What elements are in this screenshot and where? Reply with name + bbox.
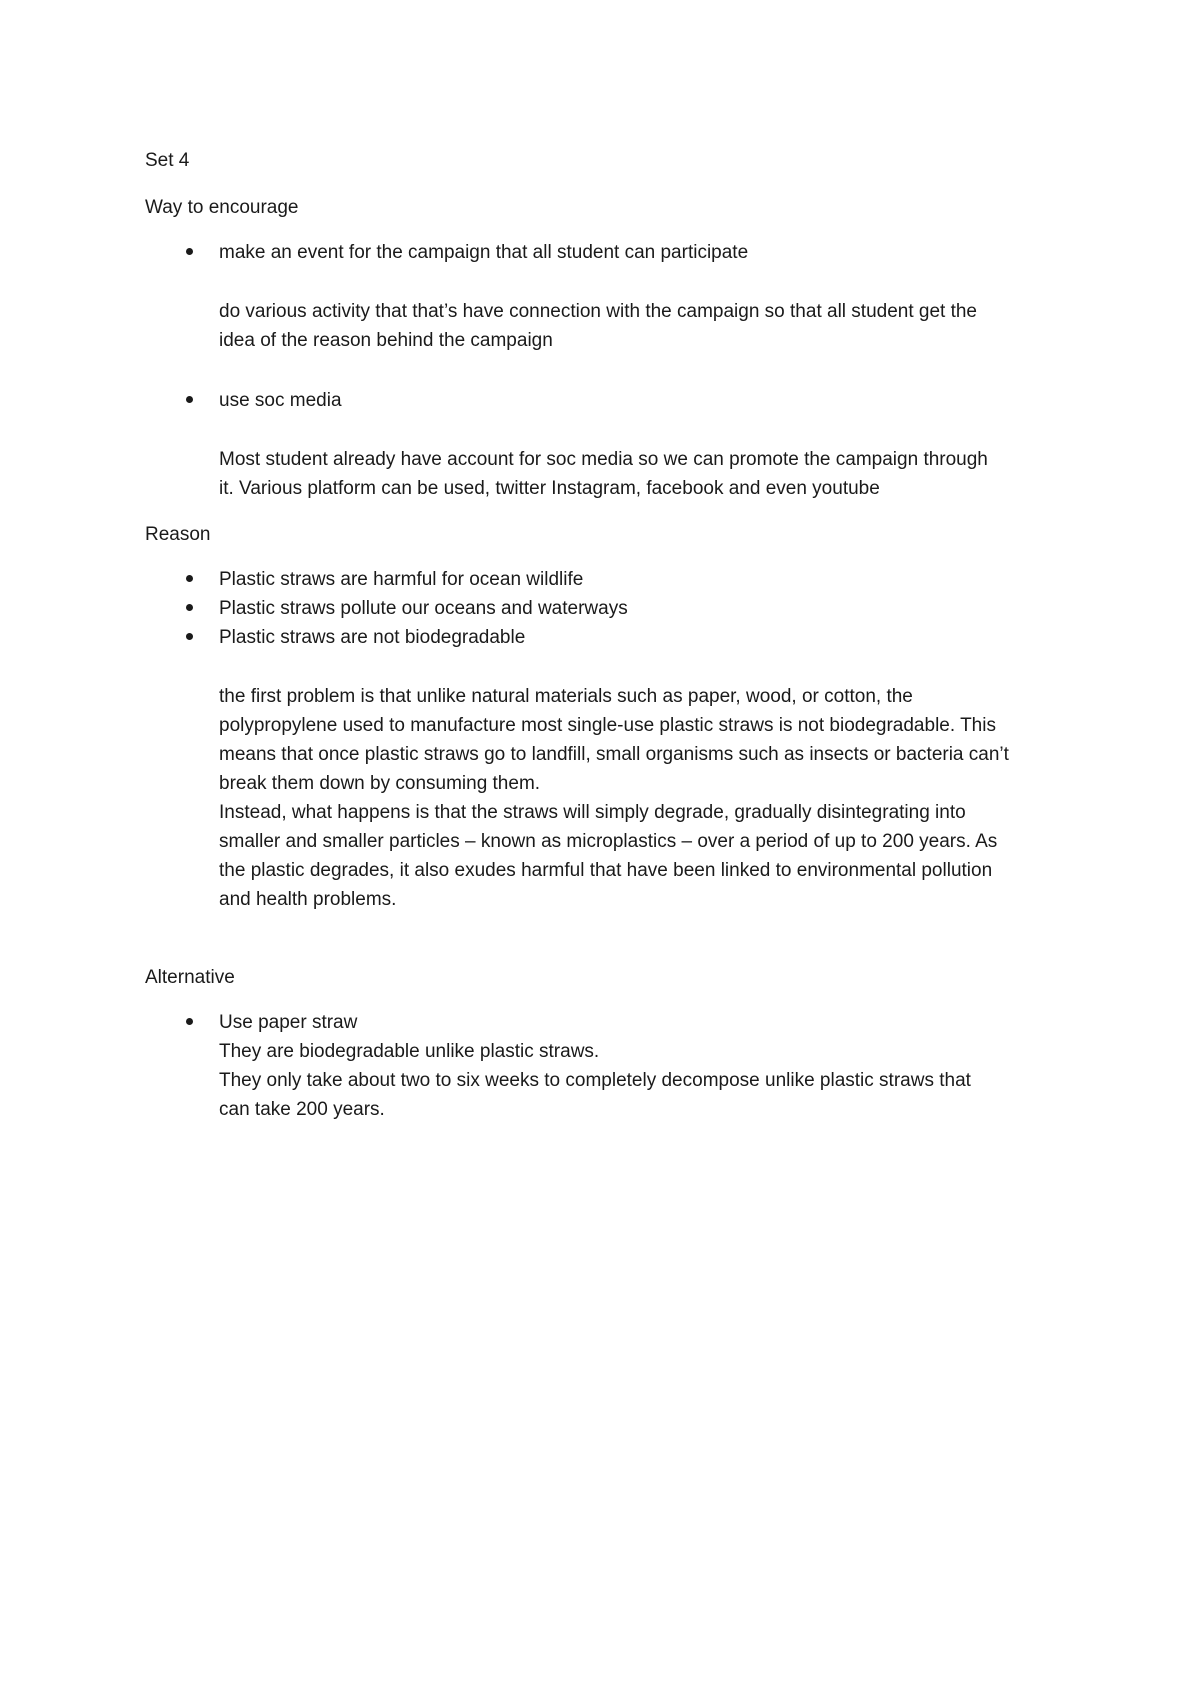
encourage-item-1-detail-line-1: do various activity that that’s have connection with the campaign so that all student get the bbox=[219, 301, 977, 322]
document-title: Set 4 bbox=[145, 150, 190, 171]
alternative-item-1-detail-line-1: They are biodegradable unlike plastic straws. bbox=[219, 1041, 600, 1062]
bullet-icon bbox=[186, 396, 193, 403]
encourage-item-2: use soc media bbox=[219, 390, 342, 411]
bullet-icon bbox=[186, 575, 193, 582]
section-heading-reason: Reason bbox=[145, 524, 211, 545]
reason-detail-line-2: polypropylene used to manufacture most single-use plastic straws is not biodegradable. This bbox=[219, 715, 996, 736]
encourage-item-2-detail-line-1: Most student already have account for soc media so we can promote the campaign through bbox=[219, 449, 988, 470]
encourage-item-1: make an event for the campaign that all student can participate bbox=[219, 242, 749, 263]
bullet-icon bbox=[186, 633, 193, 640]
bullet-icon bbox=[186, 1018, 193, 1025]
reason-item-3: Plastic straws are not biodegradable bbox=[219, 627, 526, 648]
reason-detail-line-6: smaller and smaller particles – known as microplastics – over a period of up to 200 years. As bbox=[219, 831, 998, 852]
reason-detail-line-1: the first problem is that unlike natural materials such as paper, wood, or cotton, the bbox=[219, 686, 913, 707]
bullet-icon bbox=[186, 604, 193, 611]
encourage-item-1-detail-line-2: idea of the reason behind the campaign bbox=[219, 330, 553, 351]
alternative-item-1-detail-line-2: They only take about two to six weeks to completely decompose unlike plastic straws that bbox=[219, 1070, 971, 1091]
reason-item-2: Plastic straws pollute our oceans and waterways bbox=[219, 598, 628, 619]
bullet-icon bbox=[186, 248, 193, 255]
reason-detail-line-3: means that once plastic straws go to landfill, small organisms such as insects or bacteria can’t bbox=[219, 744, 1009, 765]
reason-detail-line-5: Instead, what happens is that the straws will simply degrade, gradually disintegrating into bbox=[219, 802, 966, 823]
reason-detail-line-4: break them down by consuming them. bbox=[219, 773, 541, 794]
encourage-item-2-detail-line-2: it. Various platform can be used, twitter Instagram, facebook and even youtube bbox=[219, 478, 880, 499]
reason-item-1: Plastic straws are harmful for ocean wildlife bbox=[219, 569, 584, 590]
alternative-item-1-detail-line-3: can take 200 years. bbox=[219, 1099, 385, 1120]
section-heading-alternative: Alternative bbox=[145, 967, 235, 988]
alternative-item-1: Use paper straw bbox=[219, 1012, 358, 1033]
reason-detail-line-8: and health problems. bbox=[219, 889, 397, 910]
reason-detail-line-7: the plastic degrades, it also exudes harmful that have been linked to environmental pollution bbox=[219, 860, 993, 881]
section-heading-encourage: Way to encourage bbox=[145, 197, 299, 218]
